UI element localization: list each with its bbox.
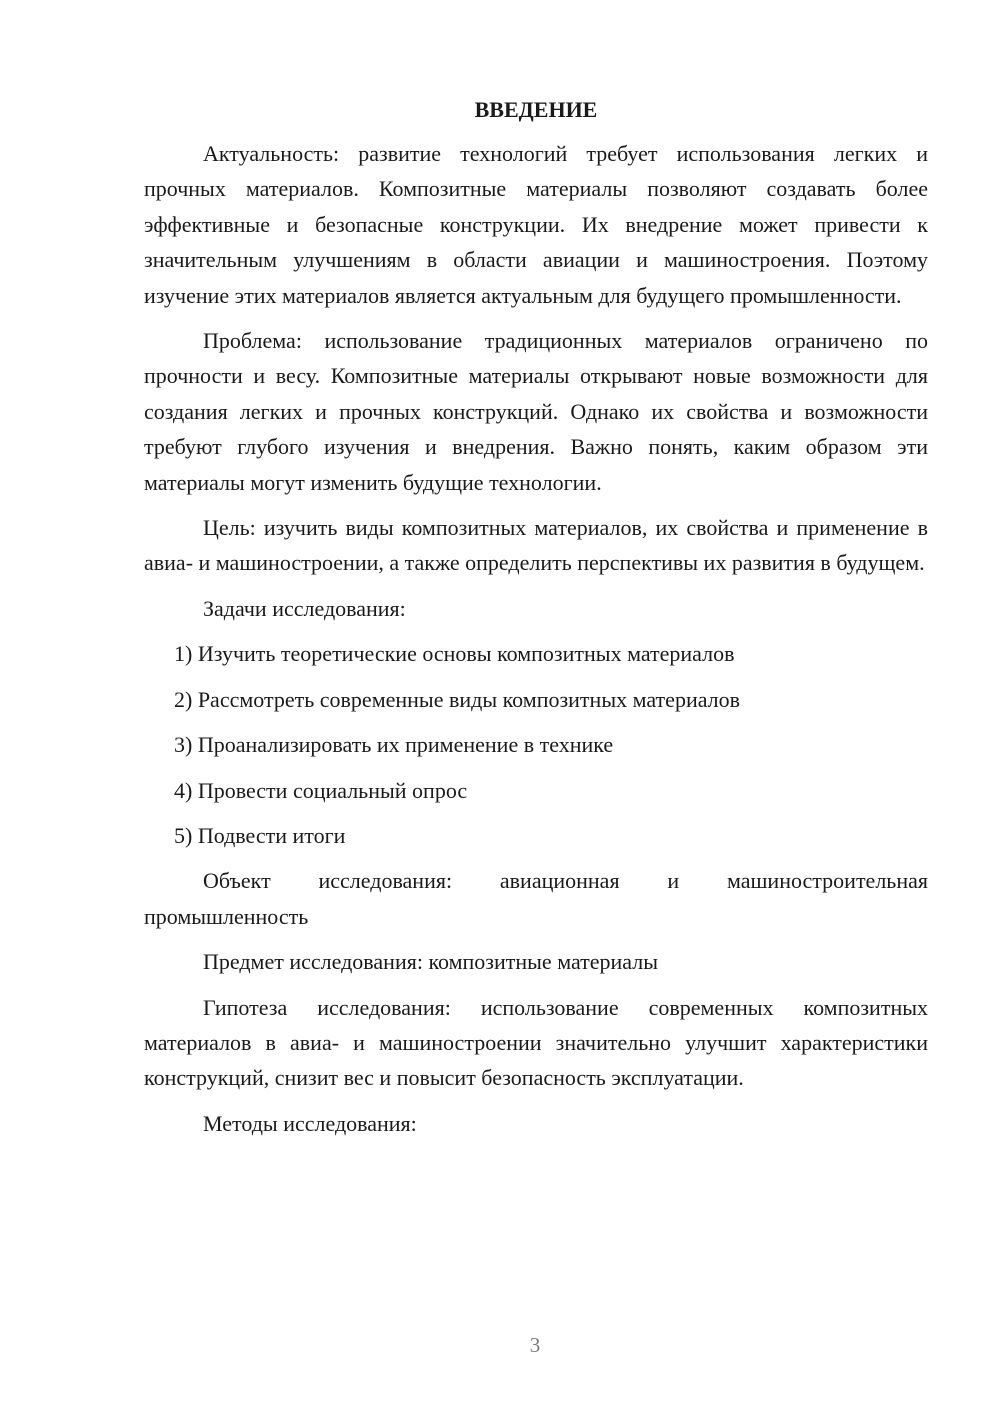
list-item: 4) Провести социальный опрос <box>174 777 468 803</box>
list-item: 5) Подвести итоги <box>174 822 346 848</box>
relevance-paragraph: Актуальность: развитие технологий требует использования легких и прочных материалов. Композитные материалы позволяют создавать более эффективные и безопасные конструкции. Их внедрение может привести к значительным улучшениям в области авиации и машиностроения. Поэтому изучение этих материалов является актуальным для будущего промышленности. <box>144 141 928 308</box>
tasks-heading: Задачи исследования: <box>203 595 406 621</box>
object-paragraph: Объект исследования: авиационная и машиностроительная промышленность <box>144 868 928 929</box>
list-item: 2) Рассмотреть современные виды композитных материалов <box>174 686 741 712</box>
page-number: 3 <box>529 1333 541 1357</box>
page-content <box>144 92 928 1151</box>
section-title: ВВЕДЕНИЕ <box>474 97 598 122</box>
subject-paragraph: Предмет исследования: композитные материалы <box>203 949 659 975</box>
tasks-list <box>144 636 928 853</box>
goal-paragraph: Цель: изучить виды композитных материалов, их свойства и применение в авиа- и машиностроении, а также определить перспективы их развития в будущем. <box>144 515 928 576</box>
methods-heading: Методы исследования: <box>203 1110 417 1136</box>
hypothesis-paragraph: Гипотеза исследования: использование современных композитных материалов в авиа- и машиностроении значительно улучшит характеристики конструкций, снизит вес и повысит безопасность эксплуатации. <box>144 994 928 1091</box>
problem-paragraph: Проблема: использование традиционных материалов ограничено по прочности и весу. Композитные материалы открывают новые возможности для создания легких и прочных конструкций. Однако их свойства и возможности требуют глубого изучения и внедрения. Важно понять, каким образом эти материалы могут изменить будущие технологии. <box>144 328 928 495</box>
list-item: 1) Изучить теоретические основы композитных материалов <box>174 641 735 667</box>
list-item: 3) Проанализировать их применение в технике <box>174 732 614 758</box>
